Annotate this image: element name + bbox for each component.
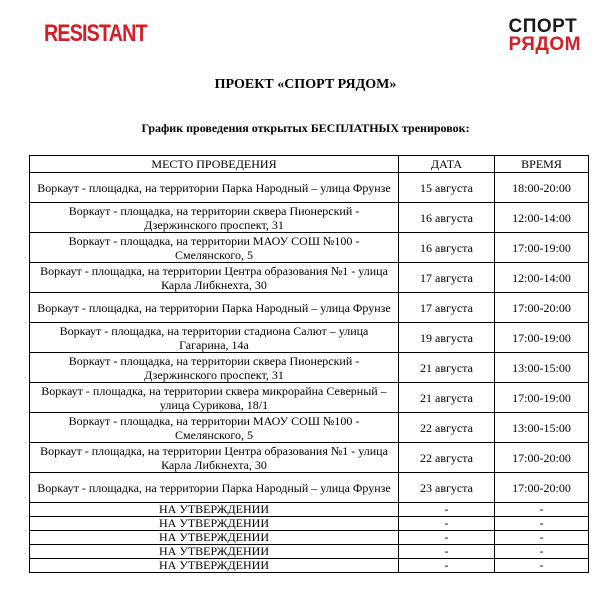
date-cell: - [399,545,495,559]
time-cell: 17:00-20:00 [495,473,589,503]
time-cell: 12:00-14:00 [495,263,589,293]
date-cell: 23 августа [399,473,495,503]
time-cell: 17:00-19:00 [495,323,589,353]
header-place: МЕСТО ПРОВЕДЕНИЯ [30,156,399,173]
date-cell: 22 августа [399,443,495,473]
table-row [30,203,589,233]
time-cell: 12:00-14:00 [495,203,589,233]
time-cell: - [495,559,589,573]
time-cell: - [495,545,589,559]
place-cell: Воркаут - площадка, на территории МАОУ СОШ №100 - Смелянского, 5 [30,413,399,443]
time-cell: - [495,531,589,545]
document-subtitle: График проведения открытых БЕСПЛАТНЫХ тренировок: [141,121,470,135]
place-cell: Воркаут - площадка, на территории МАОУ СОШ №100 - Смелянского, 5 [30,233,399,263]
place-cell: Воркаут - площадка, на территории Центра образования №1 - улица Карла Либкнехта, 30 [30,263,399,293]
table-header-row [30,156,589,173]
time-cell: 13:00-15:00 [495,353,589,383]
date-cell: 16 августа [399,203,495,233]
time-cell: 13:00-15:00 [495,413,589,443]
table-row [30,383,589,413]
table-row [30,531,589,545]
document-title: ПРОЕКТ «СПОРТ РЯДОМ» [214,77,397,92]
place-cell: НА УТВЕРЖДЕНИИ [30,517,399,531]
table-row [30,503,589,517]
sport-ryadom-logo [509,18,582,54]
place-cell: Воркаут - площадка, на территории Парка Народный – улица Фрунзе [30,473,399,503]
place-cell: Воркаут - площадка, на территории сквера микрорайна Северный – улица Сурикова, 18/1 [30,383,399,413]
time-cell: 17:00-20:00 [495,293,589,323]
table-row [30,323,589,353]
table-row [30,263,589,293]
time-cell: - [495,503,589,517]
table-row [30,233,589,263]
table-row [30,545,589,559]
date-cell: 21 августа [399,383,495,413]
date-cell: 16 августа [399,233,495,263]
place-cell: НА УТВЕРЖДЕНИИ [30,559,399,573]
table-row [30,353,589,383]
date-cell: 15 августа [399,173,495,203]
resistant-logo-text: RESISTANT [44,20,147,47]
table-row [30,473,589,503]
place-cell: Воркаут - площадка, на территории стадиона Салют – улица Гагарина, 14а [30,323,399,353]
date-cell: - [399,517,495,531]
place-cell: Воркаут - площадка, на территории сквера Пионерский - Дзержинского проспект, 31 [30,203,399,233]
header-time: ВРЕМЯ [495,156,589,173]
place-cell: НА УТВЕРЖДЕНИИ [30,545,399,559]
date-cell: 17 августа [399,263,495,293]
table-row [30,443,589,473]
table-row [30,559,589,573]
resistant-logo [44,22,147,46]
place-cell: Воркаут - площадка, на территории Парка Народный – улица Фрунзе [30,293,399,323]
date-cell: - [399,559,495,573]
place-cell: НА УТВЕРЖДЕНИИ [30,503,399,517]
date-cell: - [399,503,495,517]
date-cell: 17 августа [399,293,495,323]
time-cell: 17:00-19:00 [495,233,589,263]
date-cell: - [399,531,495,545]
table-row [30,293,589,323]
time-cell: 17:00-20:00 [495,443,589,473]
date-cell: 21 августа [399,353,495,383]
time-cell: 18:00-20:00 [495,173,589,203]
table-row [30,173,589,203]
sport-ryadom-logo-line1: СПОРТ [508,16,578,37]
schedule-table [29,155,589,573]
date-cell: 19 августа [399,323,495,353]
place-cell: Воркаут - площадка, на территории Центра образования №1 - улица Карла Либкнехта, 30 [30,443,399,473]
place-cell: Воркаут - площадка, на территории сквера Пионерский - Дзержинского проспект, 31 [30,353,399,383]
header-date: ДАТА [399,156,495,173]
table-row [30,517,589,531]
sport-ryadom-logo-line2: РЯДОМ [508,34,581,56]
place-cell: НА УТВЕРЖДЕНИИ [30,531,399,545]
table-row [30,413,589,443]
date-cell: 22 августа [399,413,495,443]
time-cell: - [495,517,589,531]
time-cell: 17:00-19:00 [495,383,589,413]
place-cell: Воркаут - площадка, на территории Парка Народный – улица Фрунзе [30,173,399,203]
